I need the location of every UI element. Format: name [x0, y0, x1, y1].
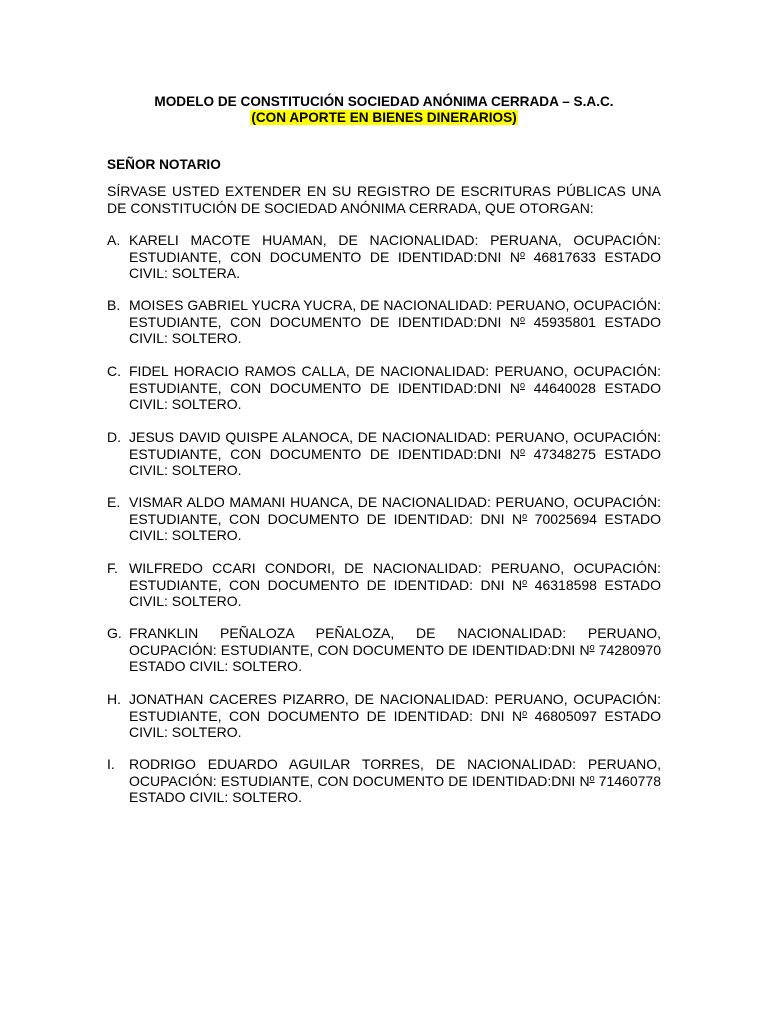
- document-subtitle-line: [0, 110, 768, 126]
- list-item-text: RODRIGO EDUARDO AGUILAR TORRES, DE NACIONALIDAD: PERUANO, OCUPACIÓN: ESTUDIANTE, CON DOCUMENTO DE IDENTIDAD:DNI $N^o$ 71460778 ESTADO CIVIL: SOLTERO.: [129, 756, 661, 805]
- ordinal-symbol: o: [522, 510, 528, 521]
- list-item: [107, 363, 661, 413]
- list-marker: D.: [107, 429, 121, 445]
- list-item-text: WILFREDO CCARI CONDORI, DE NACIONALIDAD: PERUANO, OCUPACIÓN: ESTUDIANTE, CON DOCUMENTO DE IDENTIDAD: DNI $N^o$ 46318598 ESTADO CIVIL: SOLTERO.: [129, 560, 661, 609]
- list-item: [107, 429, 661, 479]
- list-item-text: KARELI MACOTE HUAMAN, DE NACIONALIDAD: PERUANA, OCUPACIÓN: ESTUDIANTE, CON DOCUMENTO DE IDENTIDAD:DNI $N^o$ 46817633 ESTADO CIVIL: SOLTERA.: [129, 232, 661, 281]
- document-subtitle: (CON APORTE EN BIENES DINERARIOS): [251, 110, 517, 125]
- list-marker: B.: [107, 297, 121, 313]
- list-marker: H.: [107, 691, 121, 707]
- list-item-text: JONATHAN CACERES PIZARRO, DE NACIONALIDAD: PERUANO, OCUPACIÓN: ESTUDIANTE, CON DOCUMENTO DE IDENTIDAD: DNI $N^o$ 46805097 ESTADO CIVIL: SOLTERO.: [129, 691, 661, 740]
- document-title: MODELO DE CONSTITUCIÓN SOCIEDAD ANÓNIMA CERRADA – S.A.C.: [154, 94, 614, 109]
- list-item-text: VISMAR ALDO MAMANI HUANCA, DE NACIONALIDAD: PERUANO, OCUPACIÓN: ESTUDIANTE, CON DOCUMENTO DE IDENTIDAD: DNI $N^o$ 70025694 ESTADO CIVIL: SOLTERO.: [129, 494, 661, 543]
- list-item: [107, 756, 661, 806]
- list-marker: C.: [107, 363, 121, 379]
- ordinal-symbol: o: [520, 248, 526, 259]
- ordinal-symbol: o: [589, 772, 595, 783]
- list-marker: G.: [107, 625, 122, 641]
- list-item-text: JESUS DAVID QUISPE ALANOCA, DE NACIONALIDAD: PERUANO, OCUPACIÓN: ESTUDIANTE, CON DOCUMENTO DE IDENTIDAD:DNI $N^o$ 47348275 ESTADO CIVIL: SOLTERO.: [129, 429, 661, 478]
- salutation: SEÑOR NOTARIO: [107, 157, 221, 172]
- list-item: [107, 494, 661, 544]
- list-item: [107, 232, 661, 282]
- list-marker: A.: [107, 232, 121, 248]
- list-item: [107, 297, 661, 347]
- list-item-text: MOISES GABRIEL YUCRA YUCRA, DE NACIONALIDAD: PERUANO, OCUPACIÓN: ESTUDIANTE, CON DOCUMENTO DE IDENTIDAD:DNI $N^o$ 45935801 ESTADO CIVIL: SOLTERO.: [129, 297, 661, 346]
- list-marker: E.: [107, 494, 121, 510]
- list-item-text: FIDEL HORACIO RAMOS CALLA, DE NACIONALIDAD: PERUANO, OCUPACIÓN: ESTUDIANTE, CON DOCUMENTO DE IDENTIDAD:DNI $N^o$ 44640028 ESTADO CIVIL: SOLTERO.: [129, 363, 661, 412]
- list-marker: I.: [107, 756, 115, 772]
- list-item: [107, 691, 661, 741]
- ordinal-symbol: o: [520, 313, 526, 324]
- ordinal-symbol: o: [522, 576, 528, 587]
- list-marker: F.: [107, 560, 118, 576]
- list-item-text: FRANKLIN PEÑALOZA PEÑALOZA, DE NACIONALIDAD: PERUANO, OCUPACIÓN: ESTUDIANTE, CON DOCUMENTO DE IDENTIDAD:DNI $N^o$ 74280970 ESTADO CIVIL: SOLTERO.: [129, 625, 661, 674]
- ordinal-symbol: o: [520, 379, 526, 390]
- list-item: [107, 560, 661, 610]
- ordinal-symbol: o: [520, 445, 526, 456]
- ordinal-symbol: o: [522, 707, 528, 718]
- ordinal-symbol: o: [589, 641, 595, 652]
- intro-paragraph: SÍRVASE USTED EXTENDER EN SU REGISTRO DE ESCRITURAS PÚBLICAS UNA DE CONSTITUCIÓN DE SOCIEDAD ANÓNIMA CERRADA, QUE OTORGAN:: [107, 183, 661, 216]
- list-item: [107, 625, 661, 675]
